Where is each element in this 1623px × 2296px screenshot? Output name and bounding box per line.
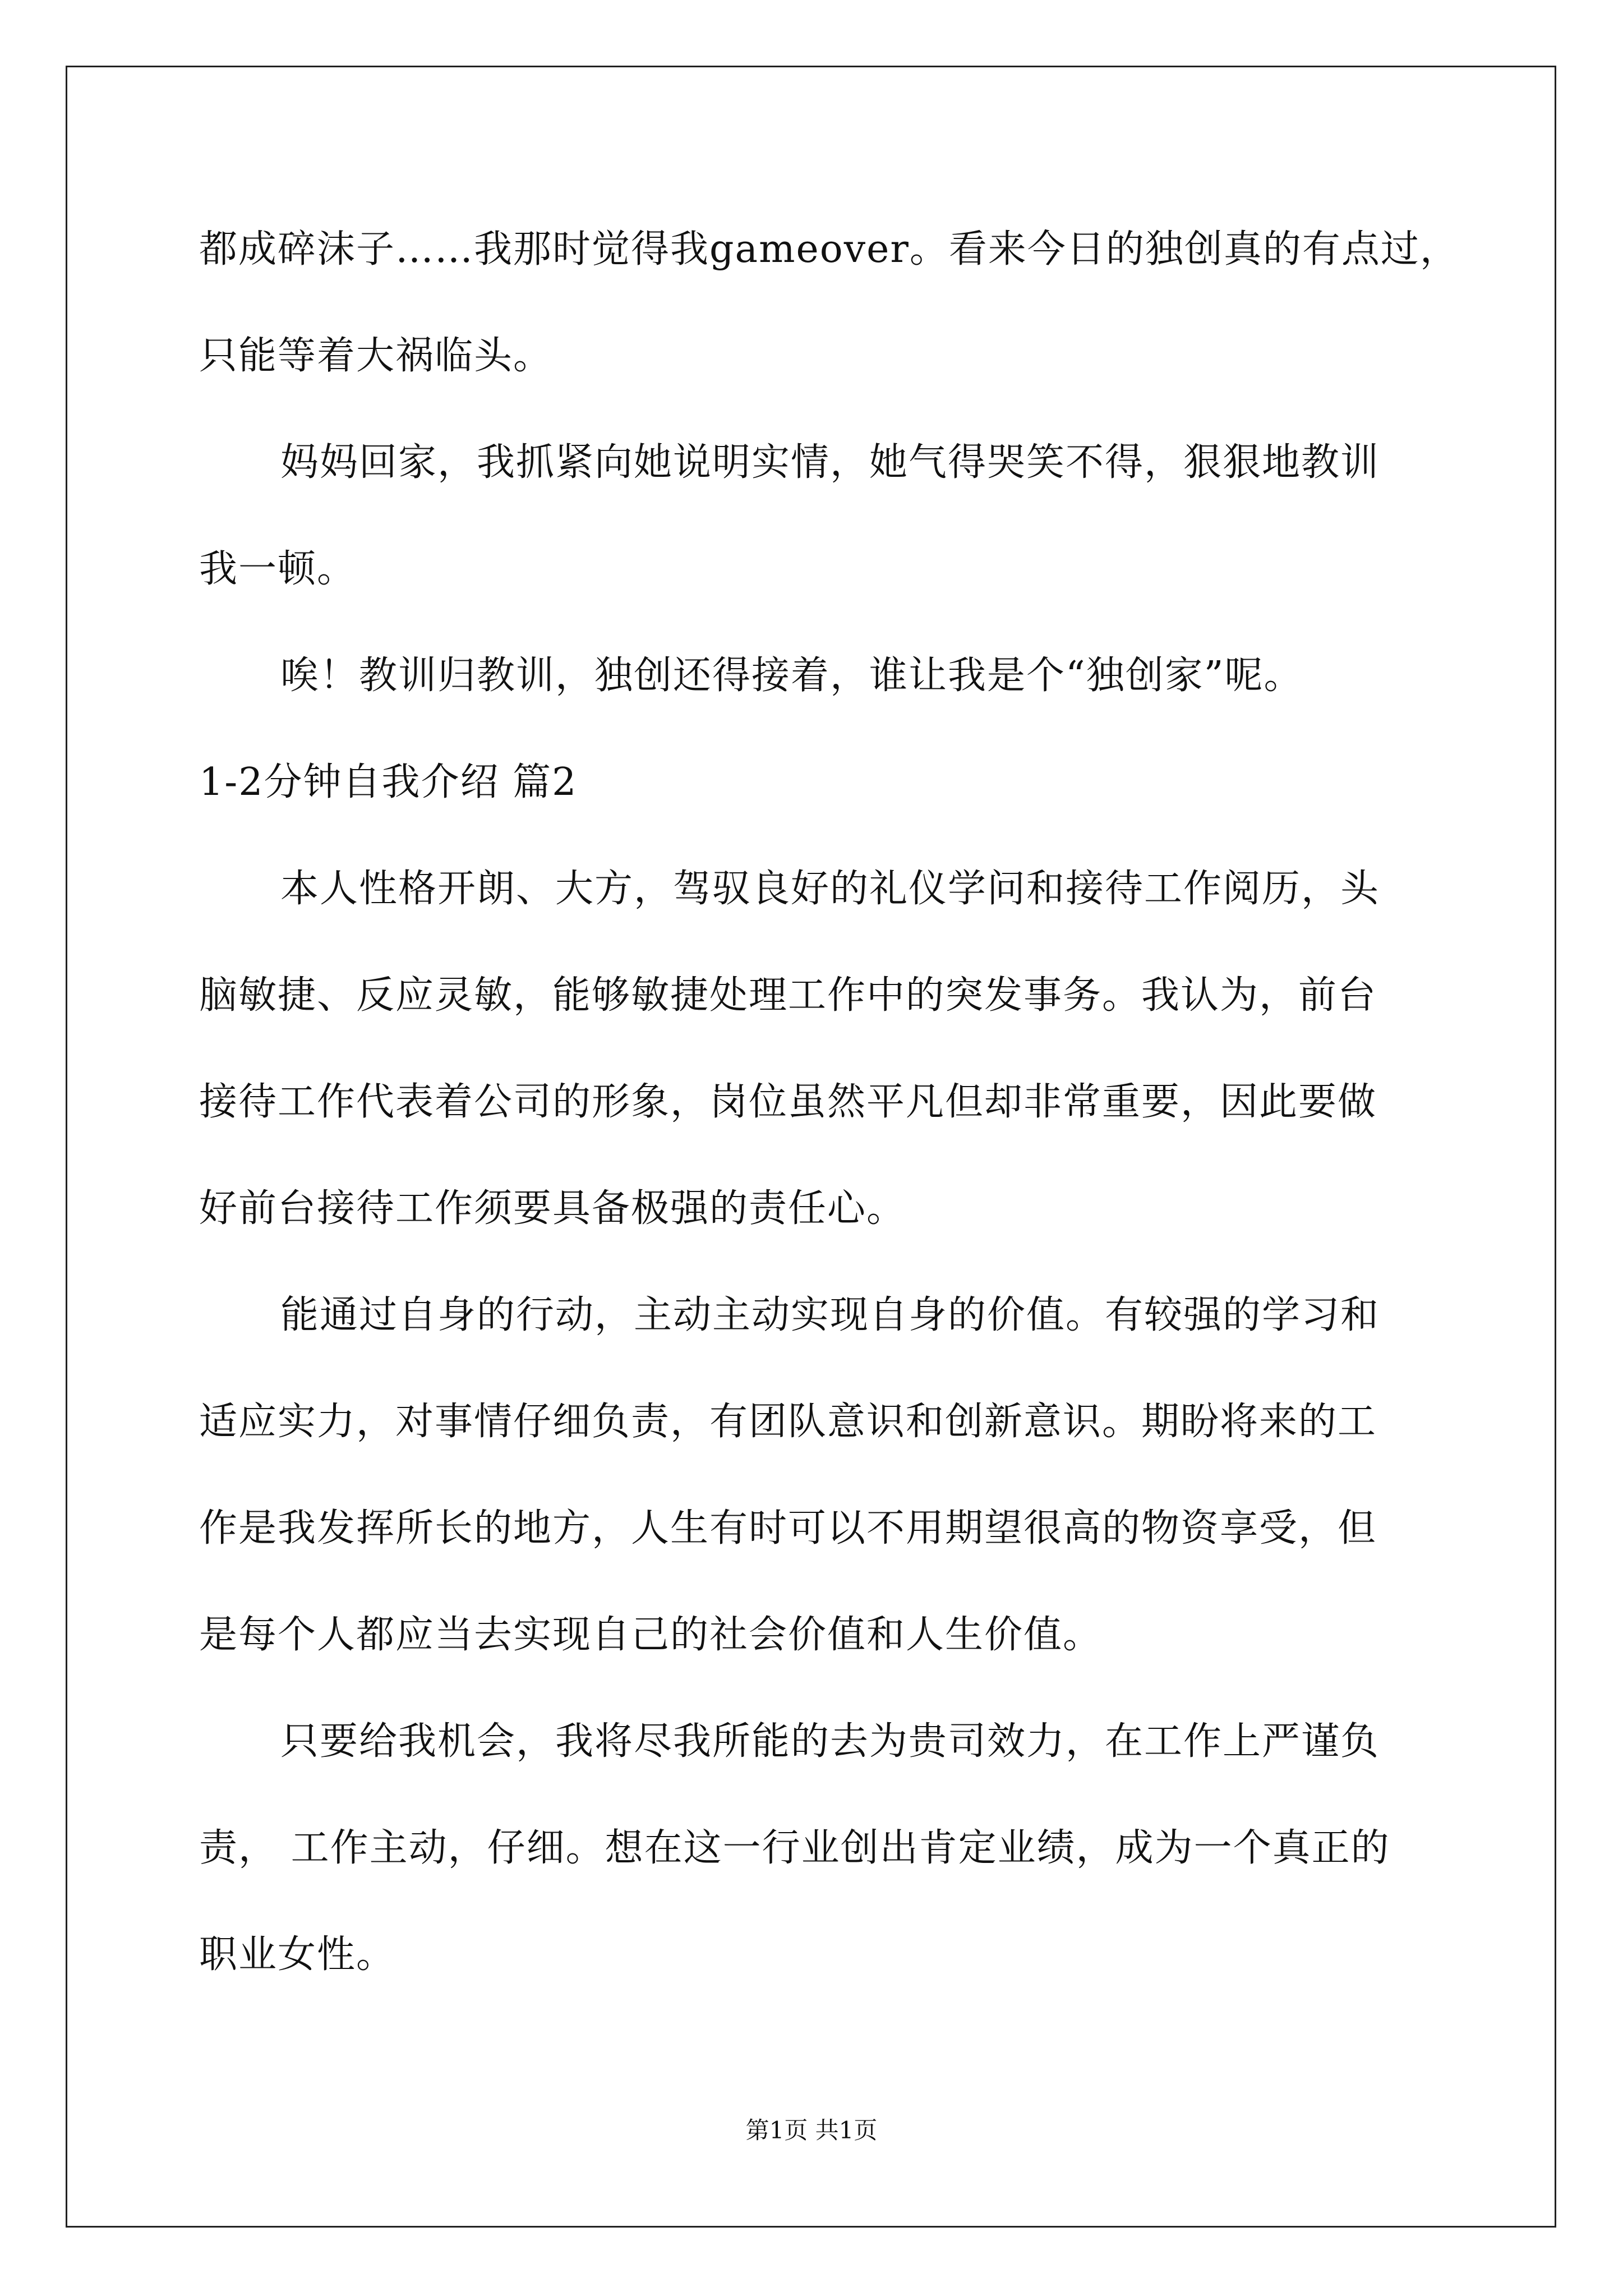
text-line: 唉！教训归教训，独创还得接着，谁让我是个“独创家”呢。 bbox=[280, 654, 1303, 698]
text-line: 接待工作代表着公司的形象，岗位虽然平凡但却非常重要，因此要做 bbox=[199, 1080, 1377, 1124]
text-line: 我一顿。 bbox=[199, 547, 357, 591]
text-line: 适应实力，对事情仔细负责，有团队意识和创新意识。期盼将来的工 bbox=[199, 1400, 1377, 1444]
text-line: 作是我发挥所长的地方，人生有时可以不用期望很高的物资享受，但 bbox=[199, 1506, 1377, 1550]
text-line: 是每个人都应当去实现自己的社会价值和人生价值。 bbox=[199, 1613, 1103, 1657]
text-line: 脑敏捷、反应灵敏，能够敏捷处理工作中的突发事务。我认为，前台 bbox=[199, 973, 1377, 1018]
document-body bbox=[199, 216, 1459, 2028]
text-line: 职业女性。 bbox=[199, 1932, 396, 1977]
text-line: 好前台接待工作须要具备极强的责任心。 bbox=[199, 1186, 906, 1231]
text-line: 妈妈回家，我抓紧向她说明实情，她气得哭笑不得，狠狠地教训 bbox=[280, 440, 1380, 485]
text-line: 只要给我机会，我将尽我所能的去为贵司效力，在工作上严谨负 bbox=[280, 1719, 1380, 1764]
section-heading: 1-2分钟自我介绍 篇2 bbox=[199, 760, 578, 804]
text-line: 都成碎沫子……我那时觉得我gameover。看来今日的独创真的有点过， bbox=[199, 227, 1459, 272]
page-footer: 第1页 共1页 bbox=[745, 2116, 878, 2144]
text-line: 本人性格开朗、大方，驾驭良好的礼仪学问和接待工作阅历，头 bbox=[280, 867, 1380, 911]
text-line: 只能等着大祸临头。 bbox=[199, 334, 553, 378]
text-line: 能通过自身的行动，主动主动实现自身的价值。有较强的学习和 bbox=[280, 1293, 1380, 1337]
text-line: 责， 工作主动，仔细。想在这一行业创出肯定业绩，成为一个真正的 bbox=[199, 1826, 1390, 1870]
